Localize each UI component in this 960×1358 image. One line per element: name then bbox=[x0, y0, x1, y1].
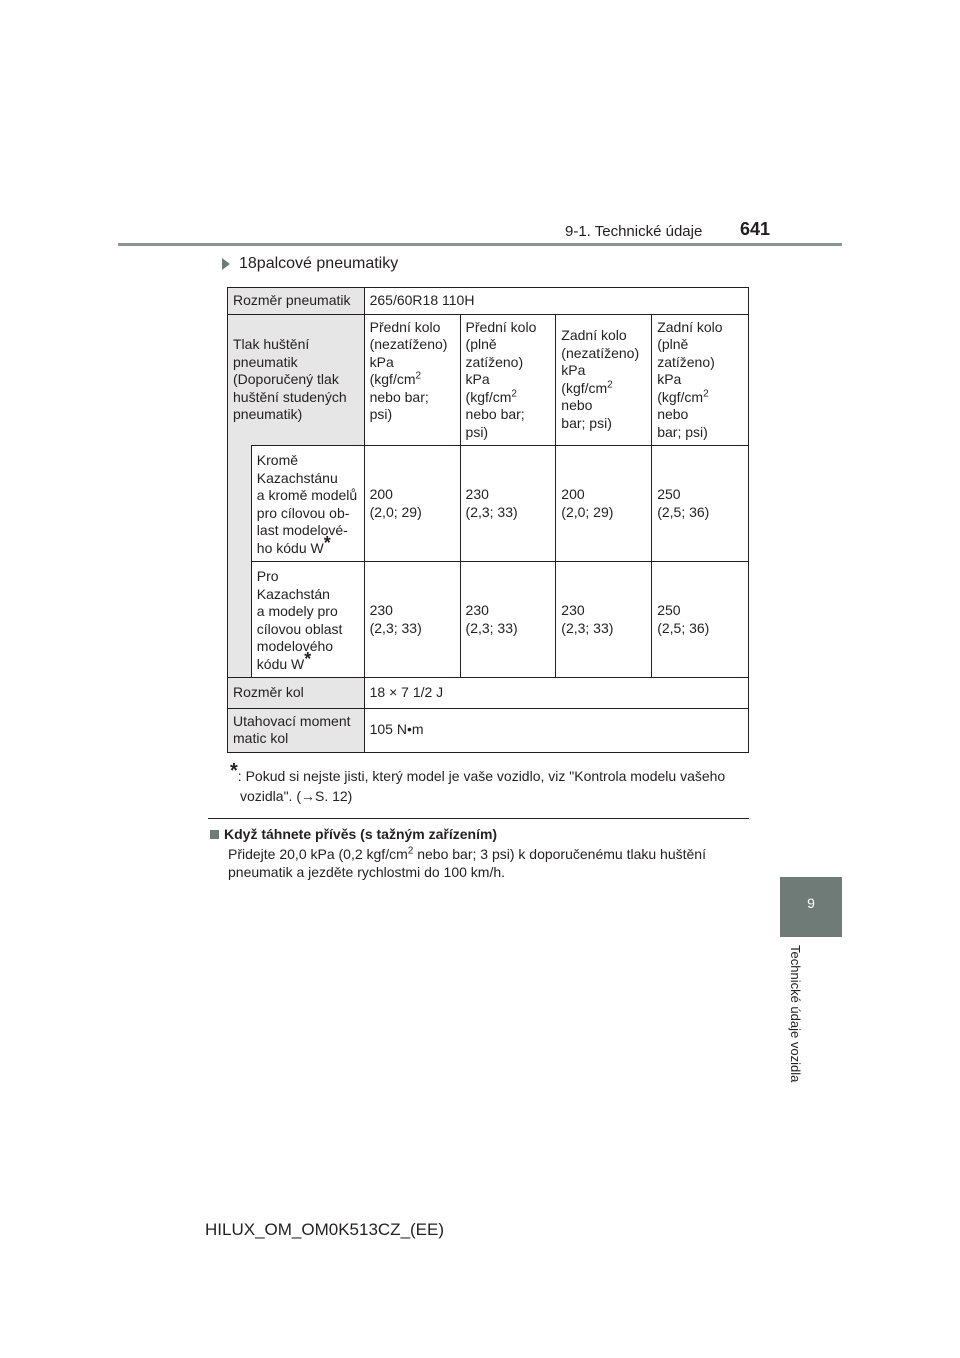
triangle-bullet-icon bbox=[222, 258, 230, 270]
square-bullet-icon bbox=[210, 830, 219, 839]
section-divider bbox=[208, 818, 749, 819]
col-front-loaded: Přední kolo (plně zatíženo) kPa ($kgf/cm^2$ nebo bar; psi) bbox=[460, 314, 556, 446]
footnote-text-cont: vozidla". (→S. 12) bbox=[240, 788, 353, 804]
chapter-title: Technické údaje vozidla bbox=[788, 945, 803, 1083]
header-divider bbox=[118, 243, 842, 246]
note-heading-text: Když táhnete přívěs (s tažným zařízením) bbox=[224, 826, 498, 842]
value-cell: 200 (2,0; 29) bbox=[556, 446, 652, 562]
table-row bbox=[228, 314, 749, 446]
value-cell: 250 (2,5; 36) bbox=[652, 562, 749, 678]
footnote-mark: * bbox=[230, 760, 238, 782]
table-row bbox=[228, 446, 749, 562]
footnote-text: : Pokud si nejste jisti, který model je vaše vozidlo, viz "Kontrola modelu vašeho bbox=[237, 768, 726, 784]
tire-size-value: 265/60R18 110H bbox=[364, 288, 748, 315]
value-cell: 230 (2,3; 33) bbox=[364, 562, 460, 678]
note-heading bbox=[210, 826, 497, 842]
value-cell: 230 (2,3; 33) bbox=[460, 562, 556, 678]
col-rear-loaded: Zadní kolo (plně zatíženo) kPa ($kgf/cm^2$ nebo bar; psi) bbox=[652, 314, 749, 446]
wheel-size-value: 18 × 7 1/2 J bbox=[364, 678, 748, 709]
subsection-heading bbox=[222, 255, 398, 273]
page-number: 641 bbox=[740, 219, 771, 239]
table-row bbox=[228, 562, 749, 678]
wheel-size-label: Rozměr kol bbox=[228, 678, 365, 709]
pressure-label: Tlak huštění pneumatik (Doporučený tlak huštění studených pneumatik) bbox=[228, 314, 365, 446]
col-rear-unloaded: Zadní kolo (nezatíženo) kPa ($kgf/cm^2$ nebo bar; psi) bbox=[556, 314, 652, 446]
note-body: Přidejte 20,0 kPa (0,2 kgf/$cm^2$ nebo bar; 3 psi) k doporučenému tlaku huštění pneumatik a jezděte rychlostmi do 100 km/h. bbox=[228, 845, 706, 880]
row-label-kazakhstan: Pro Kazachstán a modely pro cílovou oblast modelového kódu W* bbox=[251, 562, 364, 678]
value-cell: 250 (2,5; 36) bbox=[652, 446, 749, 562]
footnote bbox=[230, 760, 750, 806]
subsection-title: 18palcové pneumatiky bbox=[239, 255, 399, 272]
tire-size-label: Rozměr pneumatik bbox=[228, 288, 365, 315]
torque-label: Utahovací moment matic kol bbox=[228, 708, 365, 752]
value-cell: 230 (2,3; 33) bbox=[556, 562, 652, 678]
table-row bbox=[228, 708, 749, 752]
table-row bbox=[228, 678, 749, 709]
document-code-footer: HILUX_OM_OM0K513CZ_(EE) bbox=[205, 1220, 445, 1239]
tire-spec-table bbox=[227, 287, 749, 753]
value-cell: 200 (2,0; 29) bbox=[364, 446, 460, 562]
chapter-number: 9 bbox=[807, 895, 815, 911]
row-label-excluding-kazakhstan: Kromě Kazachstánu a kromě modelů pro cílovou ob- last modelové- ho kódu W* bbox=[251, 446, 364, 562]
col-front-unloaded: Přední kolo (nezatíženo) kPa ($kgf/cm^2$ nebo bar; psi) bbox=[364, 314, 460, 446]
torque-value: 105 N•m bbox=[364, 708, 748, 752]
value-cell: 230 (2,3; 33) bbox=[460, 446, 556, 562]
header-section-title: 9-1. Technické údaje bbox=[565, 223, 703, 240]
table-row bbox=[228, 288, 749, 315]
